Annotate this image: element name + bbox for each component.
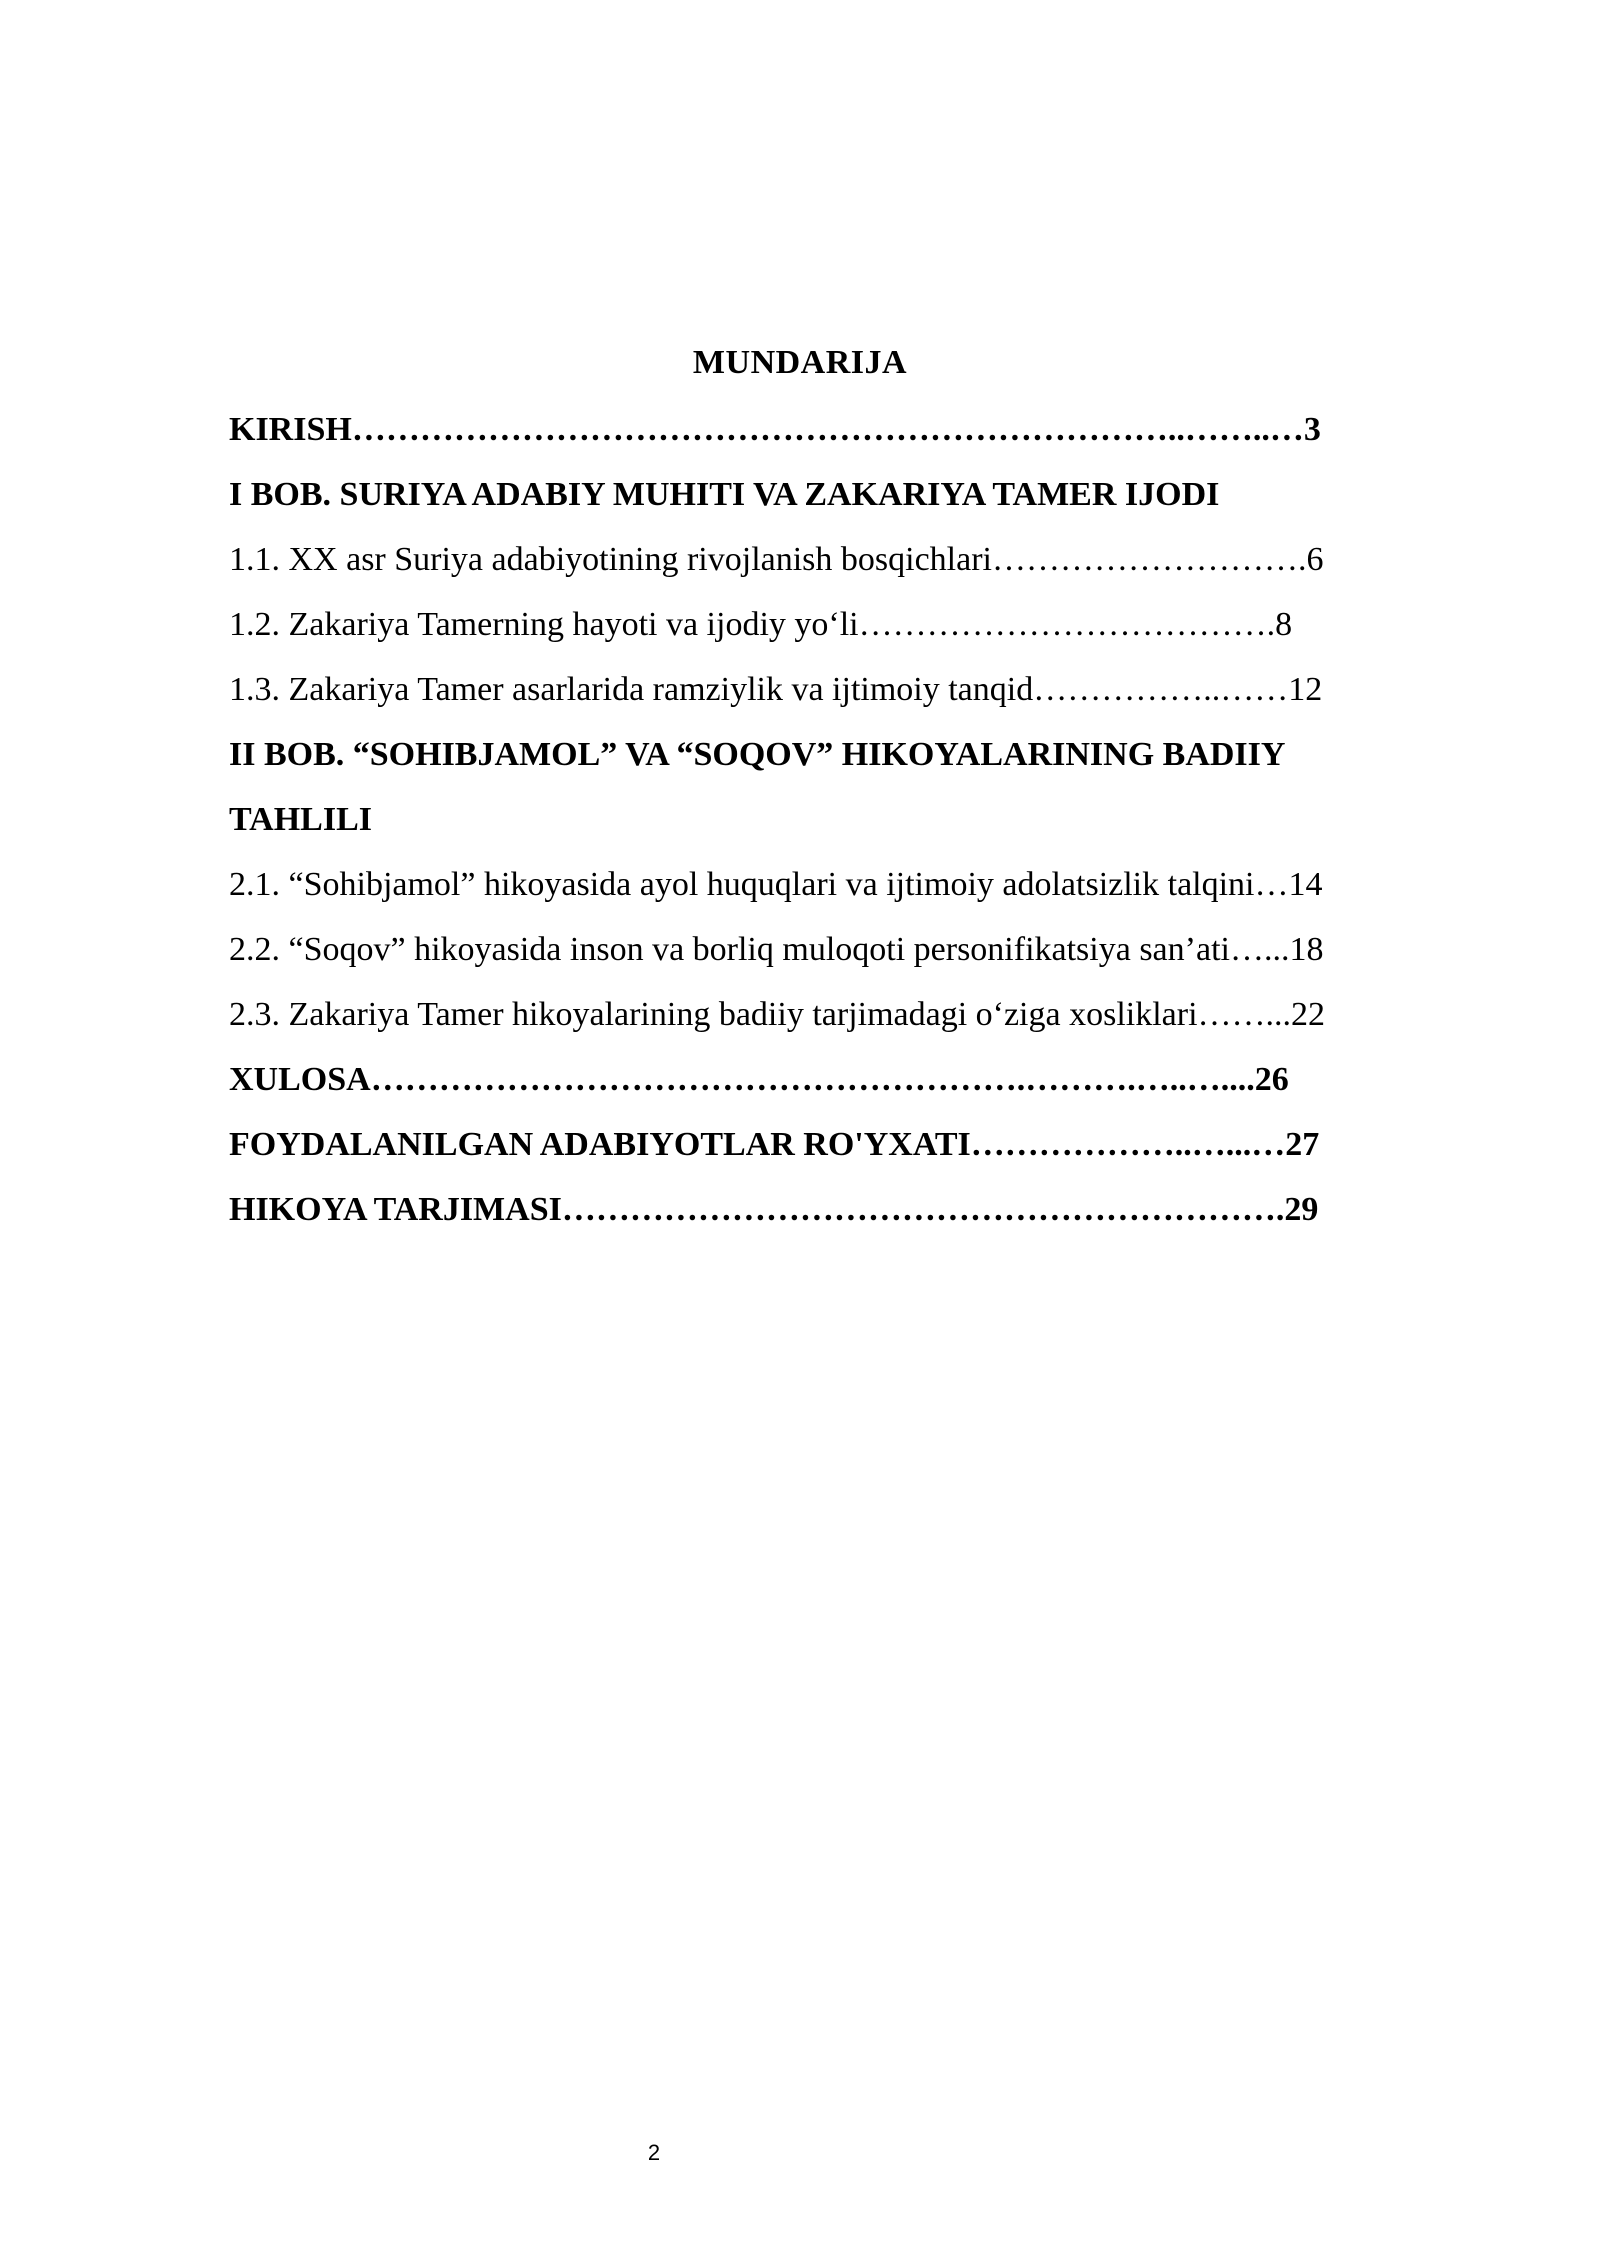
toc-entry-section-2-3: 2.3. Zakariya Tamer hikoyalarining badiiy tarjimadagi o‘ziga xosliklari……...22 [229,996,1326,1033]
toc-entry-section-1-3: 1.3. Zakariya Tamer asarlarida ramziylik va ijtimoiy tanqid……………..……12 [229,671,1323,708]
toc-title: MUNDARIJA [692,344,908,381]
toc-entry-chapter-1: I BOB. SURIYA ADABIY MUHITI VA ZAKARIYA TAMER IJODI [229,476,1220,513]
page-number: 2 [647,2140,661,2165]
toc-entry-section-2-2: 2.2. “Soqov” hikoyasida inson va borliq muloqoti personifikatsiya san’ati…...18 [229,931,1324,968]
toc-entry-section-1-1: 1.1. XX asr Suriya adabiyotining rivojlanish bosqichlari……………………….6 [229,541,1324,578]
toc-entry-section-1-2: 1.2. Zakariya Tamerning hayoti va ijodiy yo‘li……………………………….8 [229,606,1293,643]
toc-entry-introduction: KIRISH………………………………………………………………..……..…3 [229,411,1321,448]
toc-entry-bibliography: FOYDALANILGAN ADABIYOTLAR RO'YXATI………………..…...…27 [229,1126,1320,1163]
toc-entry-story-translation: HIKOYA TARJIMASI……………………………………………………….29 [229,1191,1319,1228]
toc-entry-section-2-1: 2.1. “Sohibjamol” hikoyasida ayol huquqlari va ijtimoiy adolatsizlik talqini…14 [229,866,1323,903]
toc-entry-chapter-2: II BOB. “SOHIBJAMOL” VA “SOQOV” HIKOYALARINING BADIIY [229,736,1286,773]
toc-entry-conclusion: XULOSA………………………………………………….……….…..…....26 [229,1061,1289,1098]
table-of-contents [229,405,1446,1250]
toc-entry-chapter-2-continued: TAHLILI [229,801,372,838]
